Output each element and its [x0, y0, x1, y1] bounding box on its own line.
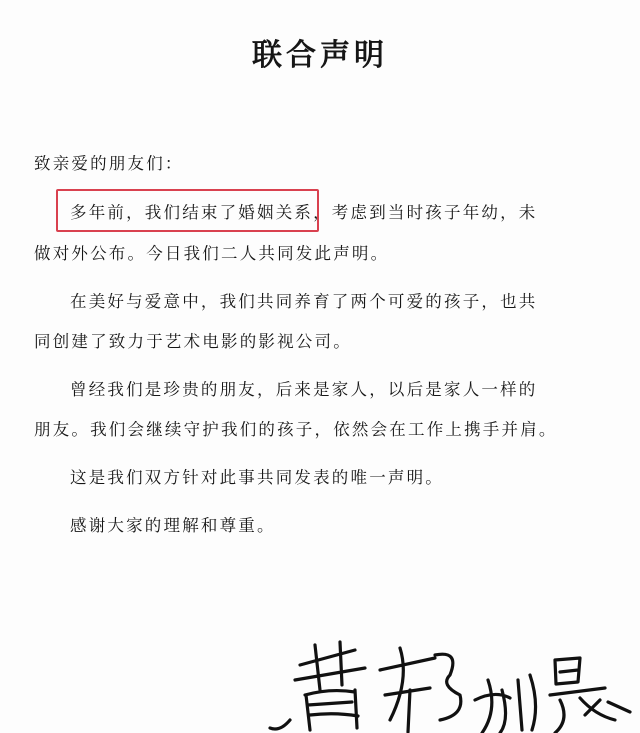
highlighted-phrase: 多年前，我们结束了婚姻关系: [70, 199, 313, 223]
greeting: 致亲爱的朋友们：: [34, 154, 184, 173]
handwritten-signature: [260, 620, 640, 733]
paragraph-2-line-1: 在美好与爱意中，我们共同养育了两个可爱的孩子，也共: [70, 292, 538, 311]
paragraph-1-line-1-rest: ，考虑到当时孩子年幼，未: [313, 203, 538, 222]
paragraph-1-line-2: 做对外公布。今日我们二人共同发此声明。: [34, 244, 390, 263]
paragraph-4: 这是我们双方针对此事共同发表的唯一声明。: [70, 468, 444, 487]
paragraph-5: 感谢大家的理解和尊重。: [70, 516, 276, 535]
paragraph-3-line-2: 朋友。我们会继续守护我们的孩子，依然会在工作上携手并肩。: [34, 420, 558, 439]
document-title: 联合声明: [252, 38, 388, 73]
paragraph-2-line-2: 同创建了致力于艺术电影的影视公司。: [34, 332, 352, 351]
paragraph-3-line-1: 曾经我们是珍贵的朋友，后来是家人，以后是家人一样的: [70, 380, 538, 399]
paragraph-1-line-1: [70, 199, 538, 223]
